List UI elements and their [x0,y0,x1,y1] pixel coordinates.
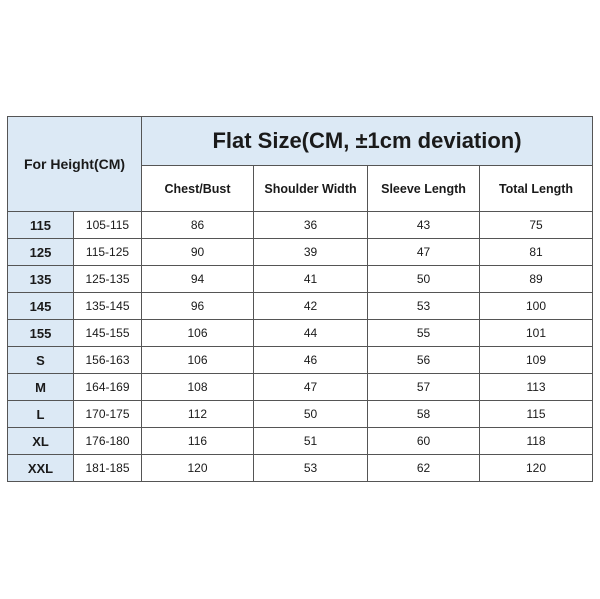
total-length-value: 75 [480,212,593,239]
shoulder-value: 42 [254,293,368,320]
column-header-chest: Chest/Bust [142,166,254,212]
shoulder-value: 44 [254,320,368,347]
chest-value: 96 [142,293,254,320]
flat-size-header: Flat Size(CM, ±1cm deviation) [142,117,593,166]
table-row [8,212,593,239]
total-length-value: 113 [480,374,593,401]
size-label: 155 [8,320,74,347]
size-label: XXL [8,455,74,482]
column-header-total-length: Total Length [480,166,593,212]
shoulder-value: 39 [254,239,368,266]
chest-value: 106 [142,320,254,347]
chest-value: 120 [142,455,254,482]
table-row [8,401,593,428]
height-range: 145-155 [74,320,142,347]
sleeve-value: 53 [368,293,480,320]
shoulder-value: 50 [254,401,368,428]
table-row [8,266,593,293]
table-row [8,374,593,401]
sleeve-value: 57 [368,374,480,401]
sleeve-value: 55 [368,320,480,347]
shoulder-value: 46 [254,347,368,374]
table-row [8,239,593,266]
for-height-header: For Height(CM) [8,117,142,212]
height-range: 176-180 [74,428,142,455]
height-range: 156-163 [74,347,142,374]
chest-value: 108 [142,374,254,401]
table-row [8,293,593,320]
sleeve-value: 60 [368,428,480,455]
height-range: 125-135 [74,266,142,293]
size-label: 145 [8,293,74,320]
shoulder-value: 41 [254,266,368,293]
total-length-value: 120 [480,455,593,482]
table-row [8,347,593,374]
size-chart-header [8,117,593,212]
table-row [8,455,593,482]
size-label: M [8,374,74,401]
total-length-value: 101 [480,320,593,347]
height-range: 181-185 [74,455,142,482]
column-header-shoulder: Shoulder Width [254,166,368,212]
column-header-sleeve: Sleeve Length [368,166,480,212]
shoulder-value: 51 [254,428,368,455]
chest-value: 90 [142,239,254,266]
height-range: 105-115 [74,212,142,239]
height-range: 135-145 [74,293,142,320]
chest-value: 94 [142,266,254,293]
size-label: XL [8,428,74,455]
size-label: S [8,347,74,374]
total-length-value: 100 [480,293,593,320]
table-row [8,428,593,455]
size-label: 135 [8,266,74,293]
table-row [8,320,593,347]
chest-value: 86 [142,212,254,239]
sleeve-value: 43 [368,212,480,239]
sleeve-value: 62 [368,455,480,482]
sleeve-value: 47 [368,239,480,266]
size-chart-body [8,212,593,482]
total-length-value: 81 [480,239,593,266]
shoulder-value: 36 [254,212,368,239]
chest-value: 116 [142,428,254,455]
sleeve-value: 58 [368,401,480,428]
sleeve-value: 50 [368,266,480,293]
size-label: 125 [8,239,74,266]
total-length-value: 115 [480,401,593,428]
total-length-value: 109 [480,347,593,374]
shoulder-value: 47 [254,374,368,401]
height-range: 164-169 [74,374,142,401]
total-length-value: 118 [480,428,593,455]
size-chart-table [7,116,593,482]
shoulder-value: 53 [254,455,368,482]
chest-value: 112 [142,401,254,428]
height-range: 115-125 [74,239,142,266]
size-label: L [8,401,74,428]
chest-value: 106 [142,347,254,374]
sleeve-value: 56 [368,347,480,374]
total-length-value: 89 [480,266,593,293]
size-label: 115 [8,212,74,239]
height-range: 170-175 [74,401,142,428]
